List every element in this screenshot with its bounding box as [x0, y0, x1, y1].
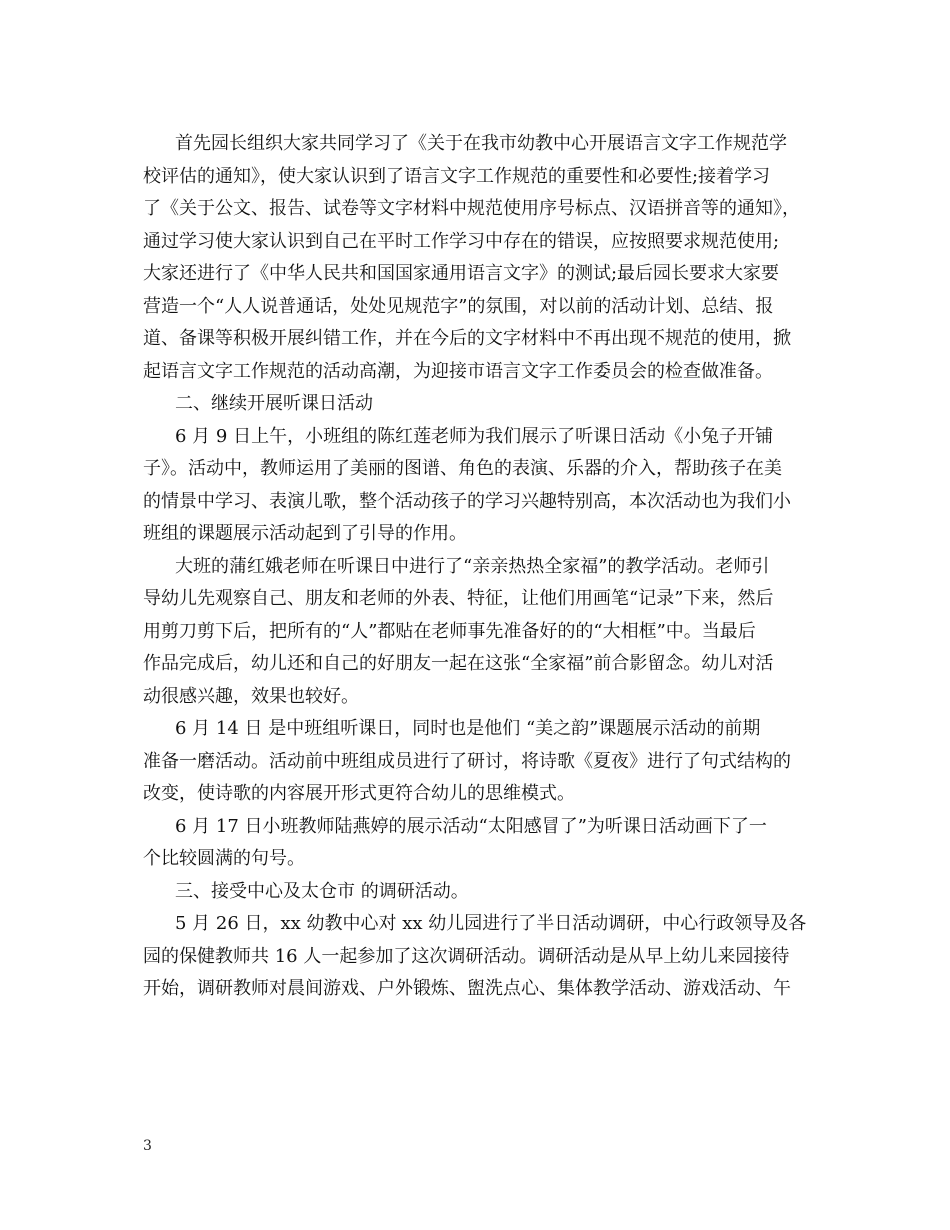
text-line: 子》。活动中，教师运用了美丽的图谱、角色的表演、乐器的介入，帮助孩子在美: [143, 458, 782, 479]
text-line: 动很感兴趣，效果也较好。: [143, 685, 359, 707]
paragraph: [143, 128, 815, 388]
text-line: 6 月 9 日上午，小班组的陈红莲老师为我们展示了听课日活动《小兔子开铺: [175, 425, 774, 447]
text-line: 大班的蒲红娥老师在听课日中进行了“亲亲热热全家福”的教学活动。老师引: [175, 555, 770, 577]
text-line: 作品完成后，幼儿还和自己的好朋友一起在这张“全家福”前合影留念。幼儿对活: [143, 653, 774, 674]
text-line: 开始，调研教师对晨间游戏、户外锻炼、盥洗点心、集体教学活动、游戏活动、午: [143, 978, 791, 999]
text-line: 个比较圆满的句号。: [143, 848, 305, 869]
text-line: 校评估的通知》，使大家认识到了语言文字工作规范的重要性和必要性;接着学习: [143, 165, 771, 187]
paragraph: [143, 713, 815, 811]
text-line: 大家还进行了《中华人民共和国国家通用语言文字》的测试;最后园长要求大家要: [143, 263, 780, 284]
text-line: 的情景中学习、表演儿歌，整个活动孩子的学习兴趣特别高，本次活动也为我们小: [143, 490, 791, 512]
text-line: 了《关于公文、报告、试卷等文字材料中规范使用序号标点、汉语拼音等的通知》，: [143, 198, 800, 219]
section-heading: [143, 876, 815, 909]
text-line: 通过学习使大家认识到自己在平时工作学习中存在的错误，应按照要求规范使用;: [143, 230, 780, 252]
heading-text: 二、继续开展听课日活动: [175, 393, 373, 414]
section-heading: [143, 388, 815, 421]
paragraph: [143, 908, 815, 1006]
text-line: 导幼儿先观察自己、朋友和老师的外表、特征，让他们用画笔“记录”下来，然后: [143, 588, 774, 609]
text-line: 营造一个“人人说普通话，处处见规范字”的氛围，对以前的活动计划、总结、报: [143, 295, 774, 317]
paragraph: [143, 551, 815, 714]
text-line: 用剪刀剪下后，把所有的“人”都贴在老师事先准备好的的“大相框”中。当最后: [143, 620, 756, 642]
paragraph: [143, 811, 815, 876]
text-line: 起语言文字工作规范的活动高潮，为迎接市语言文字工作委员会的检查做准备。: [143, 360, 773, 382]
text-line: 园的保健教师共 16 人一起参加了这次调研活动。调研活动是从早上幼儿来园接待: [143, 945, 790, 967]
text-line: 6 月 17 日小班教师陆燕婷的展示活动“太阳感冒了”为听课日活动画下了一: [175, 815, 767, 837]
paragraph: [143, 421, 815, 551]
text-line: 班组的课题展示活动起到了引导的作用。: [143, 523, 467, 544]
text-line: 准备一磨活动。活动前中班组成员进行了研讨，将诗歌《夏夜》进行了句式结构的: [143, 750, 791, 772]
text-line: 6 月 14 日 是中班组听课日，同时也是他们 “美之韵”课题展示活动的前期: [175, 718, 761, 739]
body-text: [143, 128, 815, 1006]
page-number: 3: [143, 1138, 152, 1154]
text-line: 改变，使诗歌的内容展开形式更符合幼儿的思维模式。: [143, 783, 575, 804]
text-line: 5 月 26 日，xx 幼教中心对 xx 幼儿园进行了半日活动调研，中心行政领导及各: [175, 913, 807, 934]
heading-text: 三、接受中心及太仓市 的调研活动。: [175, 880, 469, 902]
text-line: 首先园长组织大家共同学习了《关于在我市幼教中心开展语言文字工作规范学: [175, 133, 787, 154]
text-line: 道、备课等积极开展纠错工作，并在今后的文字材料中不再出现不规范的使用，掀: [143, 328, 791, 349]
